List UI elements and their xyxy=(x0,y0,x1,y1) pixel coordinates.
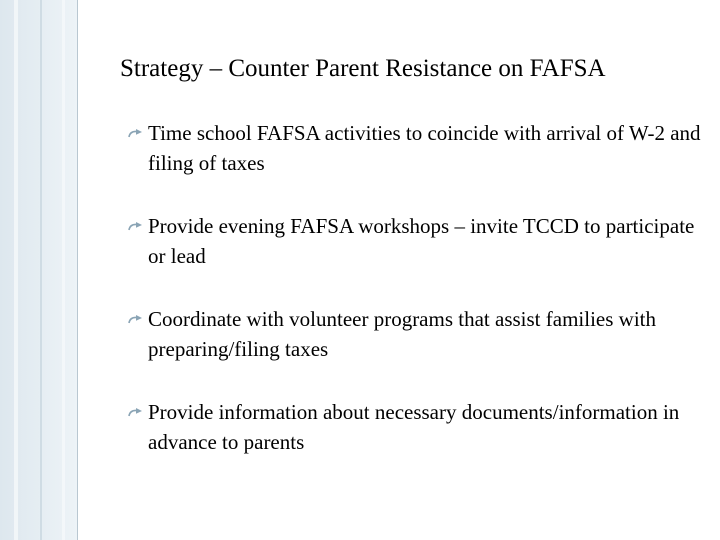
bullet-text: Provide evening FAFSA workshops – invite TCCD to participate or lead xyxy=(148,214,695,268)
bullet-list xyxy=(128,118,703,457)
sidebar-stripe xyxy=(14,0,18,540)
bullet-text: Coordinate with volunteer programs that assist families with preparing/filing taxes xyxy=(148,307,656,361)
bullet-item xyxy=(128,304,703,364)
slide-title: Strategy – Counter Parent Resistance on FAFSA xyxy=(120,55,606,82)
sidebar-stripe xyxy=(62,0,65,540)
bullet-text: Time school FAFSA activities to coincide with arrival of W-2 and filing of taxes xyxy=(148,121,701,175)
bullet-text: Provide information about necessary documents/information in advance to parents xyxy=(148,400,680,454)
bullet-item xyxy=(128,211,703,271)
bullet-item xyxy=(128,118,703,178)
curved-arrow-icon xyxy=(128,222,143,231)
curved-arrow-icon xyxy=(128,129,143,138)
decorative-sidebar xyxy=(0,0,78,540)
curved-arrow-icon xyxy=(128,315,143,324)
curved-arrow-icon xyxy=(128,408,143,417)
bullet-item xyxy=(128,397,703,457)
sidebar-stripe xyxy=(40,0,42,540)
